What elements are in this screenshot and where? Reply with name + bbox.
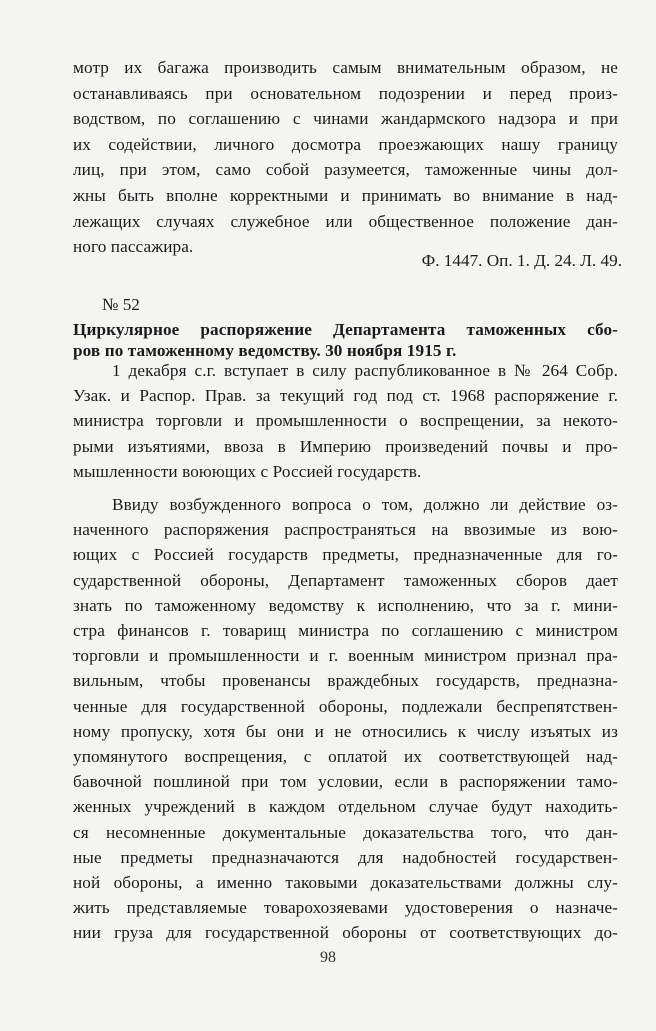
text-line: лежащих случаях служебное или общественное положение дан-: [73, 211, 618, 231]
text-line: торговли и промышленности и г. военным министром признал пра-: [73, 646, 618, 666]
text-line: Ввиду возбужденного вопроса о том, должно ли действие оз-: [112, 495, 618, 514]
text-line: женных учреждений в каждом отдельном случае будут находить-: [73, 797, 618, 817]
text-line: ной обороны, а именно таковыми доказательствами должны слу-: [73, 873, 618, 892]
text-line: останавливаясь при основательном подозрении и перед произ-: [73, 83, 618, 103]
text-line: ного пассажира.: [73, 237, 194, 257]
page-number: 98: [320, 949, 336, 966]
text-line: 1 декабря с.г. вступает в силу распубликованное в № 264 Собр.: [112, 361, 618, 380]
title-line: ров по таможенному ведомству. 30 ноября 1915 г.: [73, 341, 457, 360]
text-line: мышленности воюющих с Россией государств.: [73, 461, 422, 481]
archive-reference: Ф. 1447. Оп. 1. Д. 24. Л. 49.: [421, 251, 622, 270]
text-line: министра торговли и промышленности о воспрещении, за некото-: [73, 411, 618, 431]
text-line: ные предметы предназначаются для надобностей государствен-: [73, 847, 618, 867]
text-line: вильным, чтобы провенансы враждебных государств, предназна-: [73, 671, 618, 691]
text-line: нии груза для государственной обороны от соответствующих до-: [73, 923, 618, 943]
text-line: ся несомненные документальные доказательства того, что дан-: [73, 822, 618, 842]
document-number: № 52: [102, 295, 140, 314]
text-line: их содействии, личного досмотра проезжающих нашу границу: [73, 134, 618, 154]
text-line: мотр их багажа производить самым внимательным образом, не: [73, 58, 618, 77]
text-line: знать по таможенному ведомству к исполнению, что за г. мини-: [73, 595, 618, 615]
title-line: Циркулярное распоряжение Департамента таможенных сбо-: [73, 320, 618, 339]
text-line: рыми изъятиями, ввоза в Империю произведений почвы и про-: [73, 436, 618, 456]
text-line: лиц, при этом, само собой разумеется, таможенные чины дол-: [73, 160, 618, 180]
text-line: ному пропуску, хотя бы они и не относились к числу изъятых из: [73, 721, 618, 741]
text-line: наченного распоряжения распространяться на ввозимые из вою-: [73, 520, 618, 540]
text-line: ющих с Россией государств предметы, предназначенные для го-: [73, 545, 618, 565]
text-line: водством, по соглашению с чинами жандармского надзора и при: [73, 109, 618, 129]
text-line: ченные для государственной обороны, подлежали беспрепятствен-: [73, 696, 618, 716]
text-line: жны быть вполне корректными и принимать во внимание в над-: [73, 186, 618, 205]
text-line: стра финансов г. товарищ министра по соглашению с министром: [73, 621, 618, 640]
text-line: Узак. и Распор. Прав. за текущий год под ст. 1968 распоряжение г.: [73, 386, 618, 406]
text-line: упомянутого воспрещения, с оплатой их соответствующей над-: [73, 747, 618, 766]
text-line: бавочной пошлиной при том условии, если в распоряжении тамо-: [73, 772, 618, 792]
text-line: сударственной обороны, Департамент таможенных сборов дает: [73, 570, 618, 590]
text-line: жить представляемые товарохозяевами удостоверения о назначе-: [73, 898, 618, 918]
